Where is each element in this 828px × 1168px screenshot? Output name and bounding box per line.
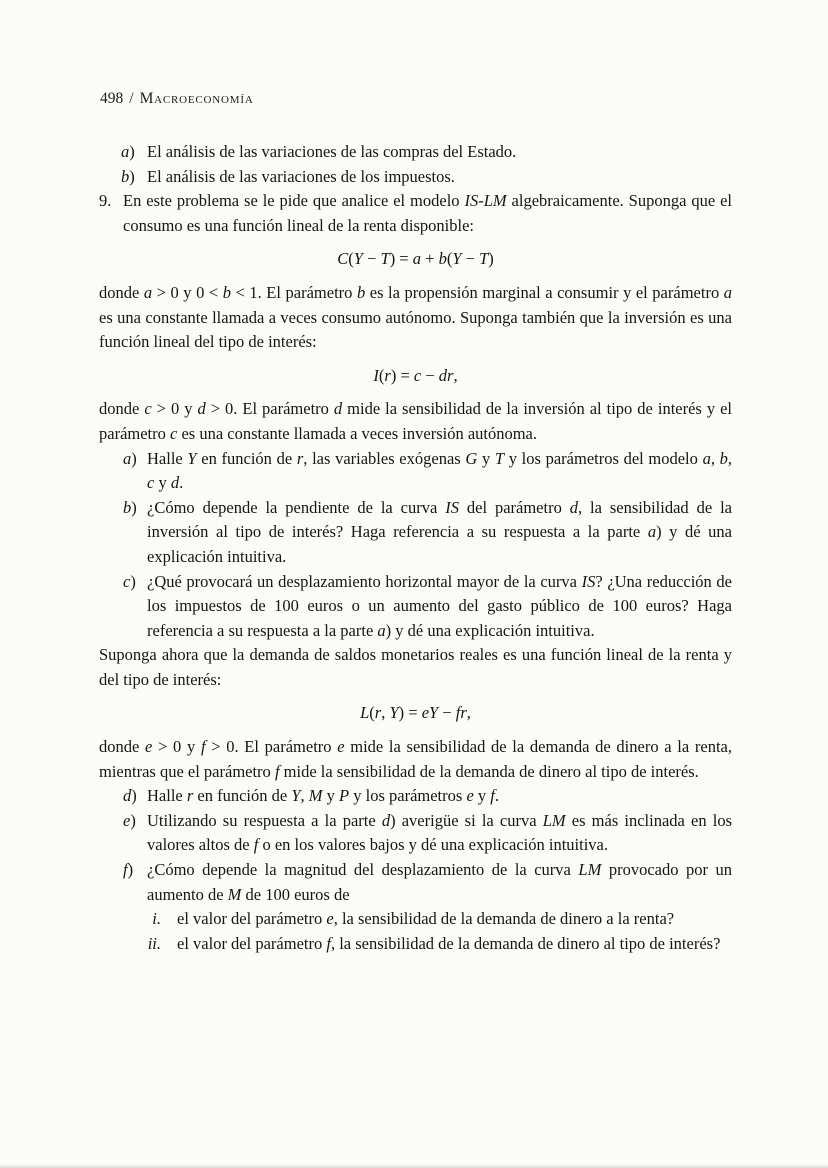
problem-9 (99, 189, 732, 238)
subitem-b (123, 496, 732, 570)
subitem-f-label: f) (123, 860, 134, 880)
problem-9-number: 9. (99, 191, 112, 211)
subitem-b-text: ¿Cómo depende la pendiente de la curva IS del parámetro d, la sensibilidad de la inversión al tipo de interés? Haga referencia a su respuesta a la parte a) y dé una explicación intuitiva. (147, 497, 732, 566)
list-item-b (121, 165, 732, 190)
subitem-e (123, 809, 732, 858)
subitem-d-text: Halle r en función de Y, M y P y los parámetros e y f. (147, 786, 499, 806)
list-item-a (121, 140, 732, 165)
roman-item-i-text: el valor del parámetro e, la sensibilidad de la demanda de dinero a la renta? (177, 909, 675, 929)
paragraph-money-demand-intro: Suponga ahora que la demanda de saldos monetarios reales es una función lineal de la renta y del tipo de interés: (99, 645, 732, 689)
equation-consumption-function: C(Y − T) = a + b(Y − T) (337, 249, 494, 269)
roman-item-ii-text: el valor del parámetro f, la sensibilidad de la demanda de dinero al tipo de interés? (177, 933, 721, 953)
subitem-a-label: a) (123, 448, 137, 468)
paragraph-consumption-params: donde a > 0 y 0 < b < 1. El parámetro b es la propensión marginal a consumir y el parámetro a es una constante llamada a veces consumo autónomo. Suponga también que la inversión es una función lineal del tipo de interés: (99, 282, 732, 352)
equation-investment-function: I(r) = c − dr, (373, 365, 458, 385)
list-item-b-label: b) (121, 166, 135, 186)
roman-item-ii (147, 932, 732, 957)
subitem-d (123, 784, 732, 809)
subitem-a-text: Halle Y en función de r, las variables exógenas G y T y los parámetros del modelo a, b, c y d. (147, 448, 733, 493)
header-separator: / (129, 90, 134, 107)
subitem-a (123, 447, 732, 496)
roman-item-ii-label: ii. (147, 933, 161, 953)
list-item-a-label: a) (121, 142, 135, 161)
subitem-c-text: ¿Qué provocará un desplazamiento horizontal mayor de la curva IS? ¿Una reducción de los impuestos de 100 euros o un aumento del gasto público de 100 euros? Haga referencia a su respuesta a la parte a) y dé una explicación intuitiva. (147, 571, 732, 640)
list-item-b-text: El análisis de las variaciones de los impuestos. (147, 166, 455, 186)
problem-9-intro: En este problema se le pide que analice el modelo IS-LM algebraicamente. Suponga que el consumo es una función lineal de la renta disponible: (123, 191, 732, 235)
roman-item-i (147, 907, 732, 932)
roman-item-i-label: i. (152, 909, 161, 929)
list-item-a-text: El análisis de las variaciones de las compras del Estado. (147, 142, 517, 161)
subitem-e-text: Utilizando su respuesta a la parte d) averigüe si la curva LM es más inclinada en los valores altos de f o en los valores bajos y dé una explicación intuitiva. (147, 810, 732, 855)
paragraph-investment-params: donde c > 0 y d > 0. El parámetro d mide la sensibilidad de la inversión al tipo de interés y el parámetro c es una constante llamada a veces inversión autónoma. (99, 399, 732, 443)
subitem-f-text: ¿Cómo depende la magnitud del desplazamiento de la curva LM provocado por un aumento de M de 100 euros de (147, 860, 732, 904)
book-title: Macroeconomía (139, 90, 254, 107)
subitem-e-label: e) (123, 810, 136, 830)
page-content (99, 140, 732, 956)
subitem-f (123, 858, 732, 907)
subitem-c-label: c) (123, 571, 136, 591)
running-head (100, 90, 254, 108)
subitem-d-label: d) (123, 786, 137, 806)
equation-money-demand: L(r, Y) = eY − fr, (360, 703, 471, 723)
subitem-c (123, 570, 732, 644)
subitem-b-label: b) (123, 497, 137, 517)
page-number: 498 (100, 90, 124, 107)
paragraph-money-params: donde e > 0 y f > 0. El parámetro e mide la sensibilidad de la demanda de dinero a la renta, mientras que el parámetro f mide la sensibilidad de la demanda de dinero al tipo de interés. (99, 737, 732, 781)
